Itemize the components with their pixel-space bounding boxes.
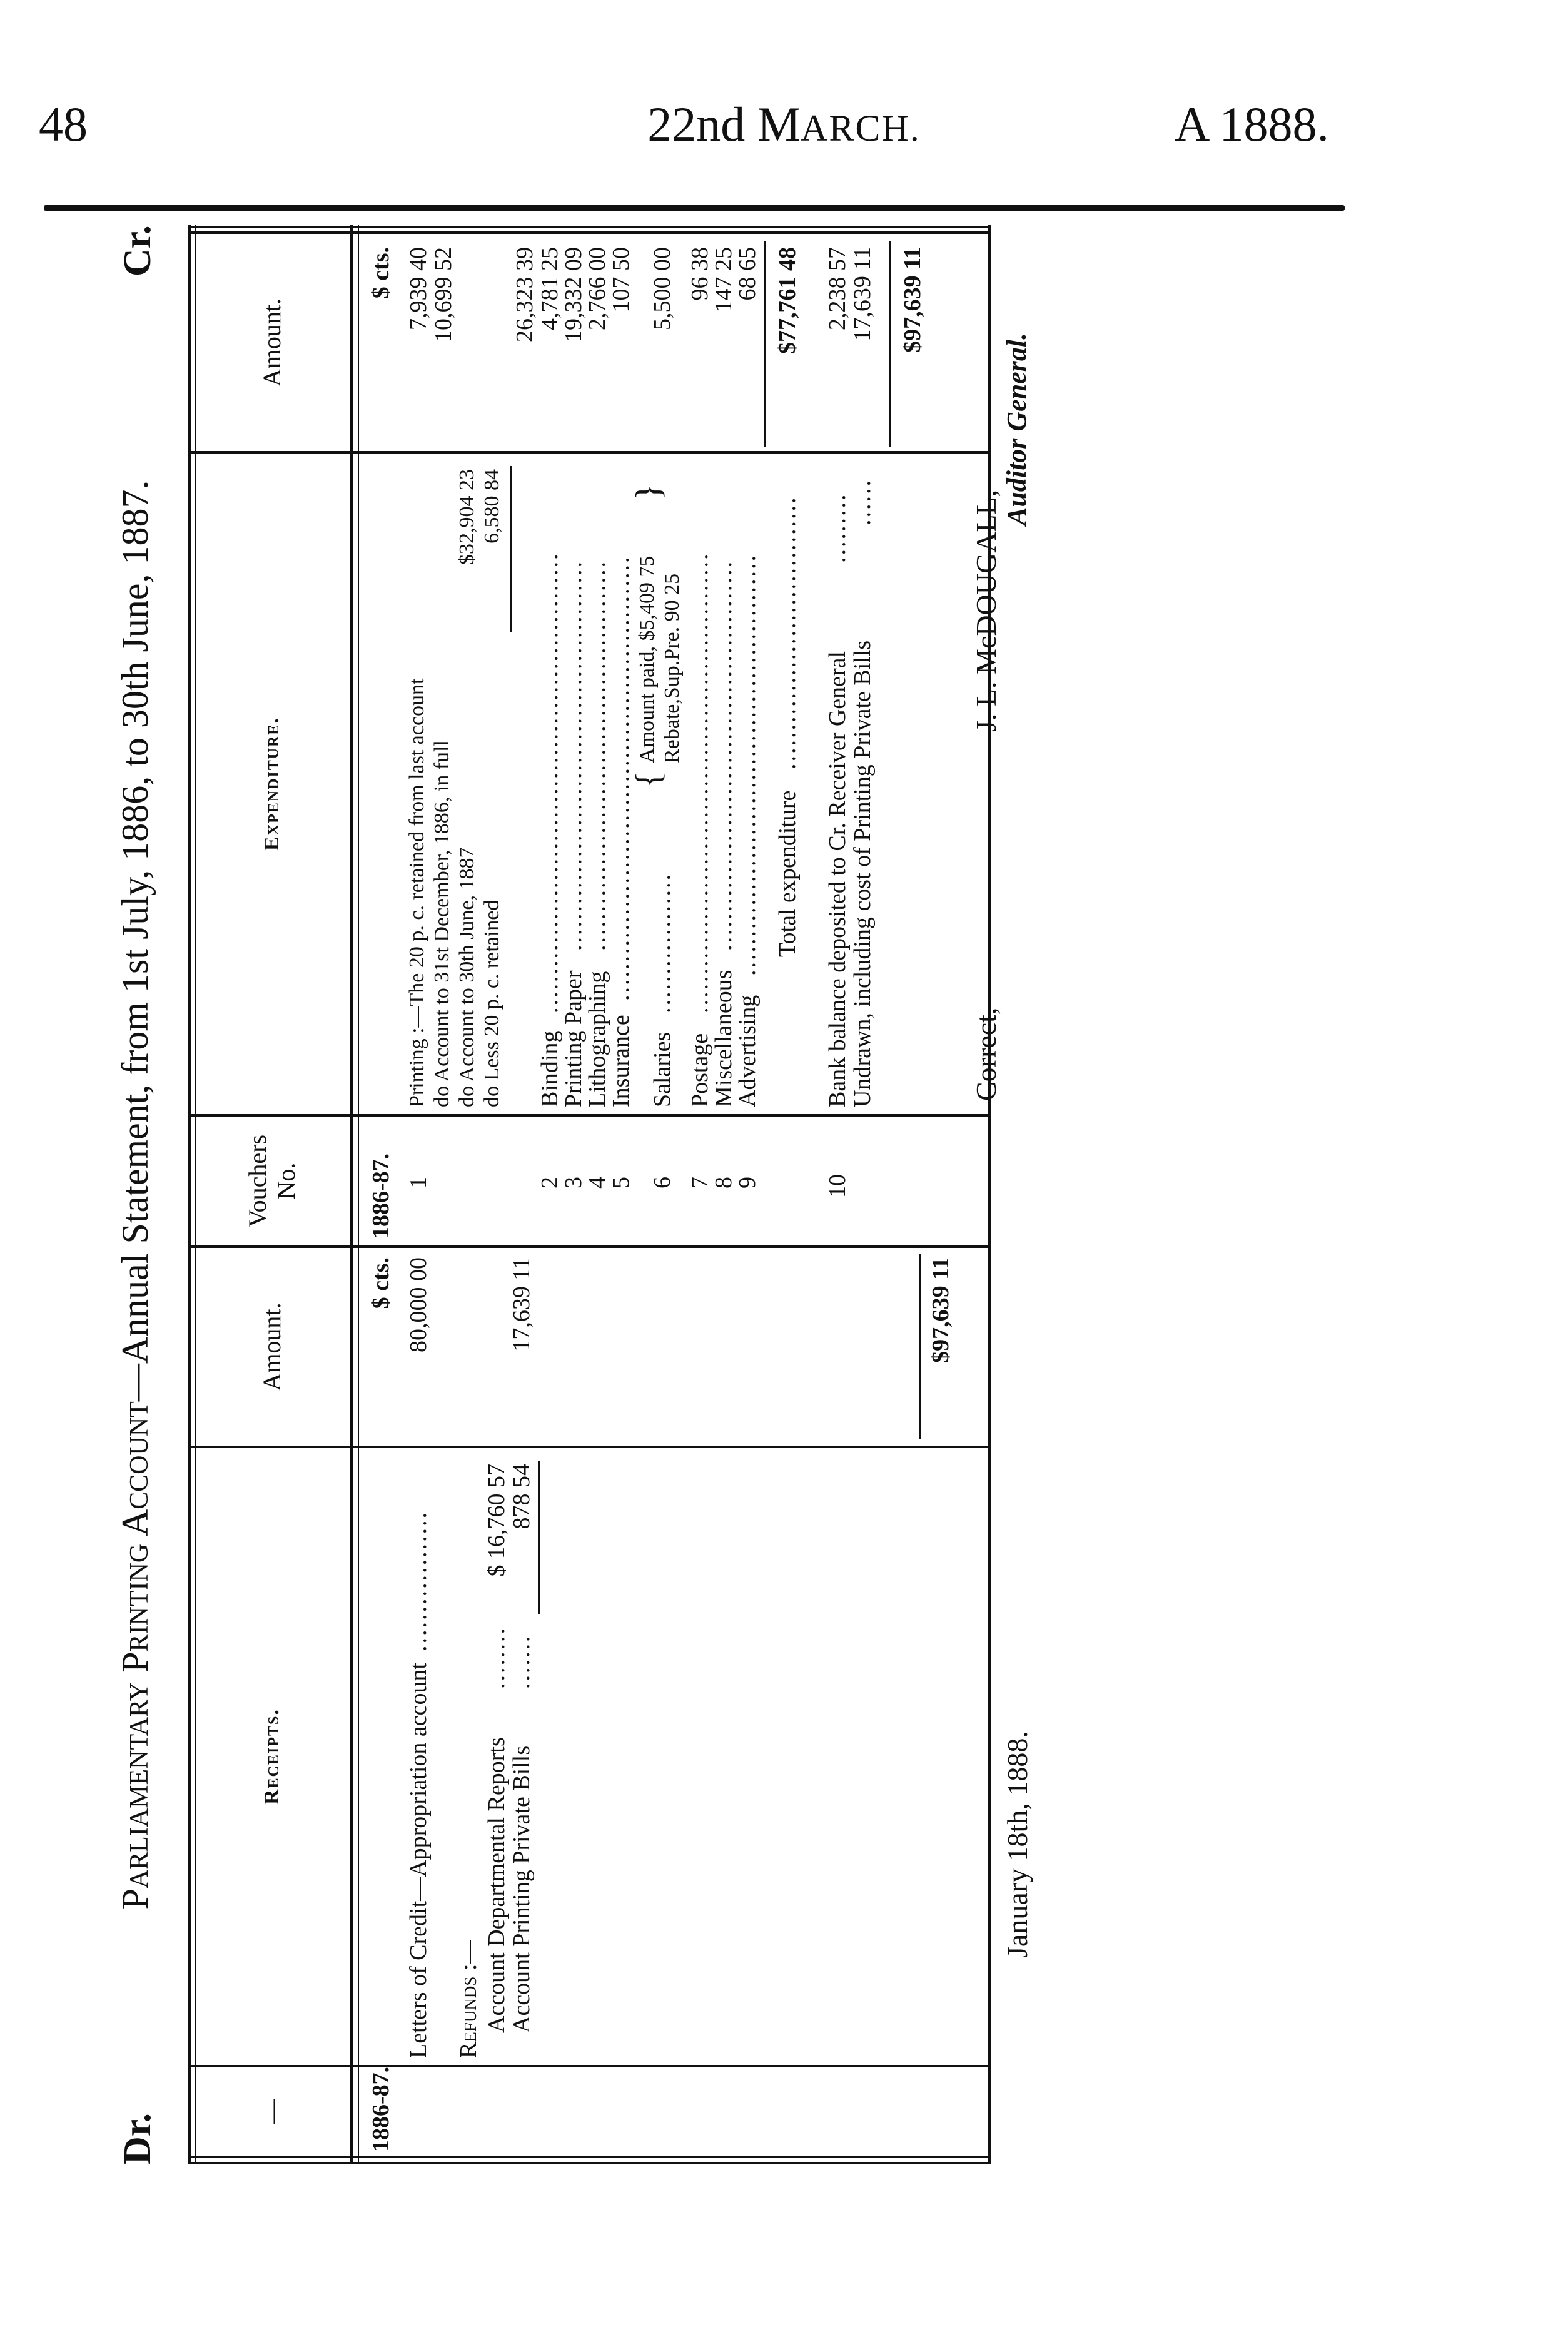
expense-lithographing-amount: 2,766 00 — [584, 247, 610, 330]
leader-dots: ...................................................... — [734, 554, 761, 976]
col-head-expenditure: Expenditure. — [260, 717, 284, 851]
leader-dots: .................................................. — [584, 560, 610, 951]
expense-miscellaneous-amount: 147 25 — [711, 247, 737, 313]
leader-dots: .................................................. — [711, 560, 737, 951]
refund-private-bills-value: 878 54 — [508, 1464, 535, 1529]
statement-date: January 18th, 1888. — [1001, 1731, 1033, 1958]
receipt-letters-amount: 80,000 00 — [405, 1257, 432, 1352]
brace-open: { — [629, 771, 668, 788]
credit-label: Cr. — [116, 225, 159, 277]
correct-label: Correct, — [970, 1007, 1002, 1101]
header-bottom-rule — [350, 225, 353, 2164]
expense-printing-december: do Account to 31st December, 1886, in full — [430, 740, 453, 1107]
undrawn-amount: 17,639 11 — [849, 247, 876, 342]
col-head-vouchers: Vouchers No. — [243, 1134, 300, 1228]
leader-dots: ................................... — [774, 495, 801, 769]
receipt-letters-of-credit: Letters of Credit—Appropriation account — [405, 1662, 432, 2058]
bank-balance-label: Bank balance deposited to Cr. Receiver General — [824, 651, 851, 1107]
header-month-rest: ARCH. — [801, 108, 921, 149]
leader-dots: ...... — [849, 479, 876, 525]
debit-label: Dr. — [116, 2112, 159, 2164]
leader-dots: .................................................. — [560, 560, 587, 951]
expense-binding: Binding — [537, 1030, 563, 1107]
refunds-total: 17,639 11 — [508, 1257, 535, 1352]
receipts-grand-total: $97,639 11 — [928, 1257, 954, 1363]
annual-statement — [100, 225, 1038, 2164]
voucher-number: 1 — [405, 1177, 432, 1189]
expenditure-grand-total: $97,639 11 — [899, 247, 926, 353]
total-expenditure-label: Total expenditure — [774, 790, 801, 957]
bank-balance-amount: 2,238 57 — [824, 247, 851, 330]
expense-miscellaneous: Miscellaneous — [711, 970, 737, 1107]
expense-printing-december-amount: 10,699 52 — [430, 247, 457, 342]
voucher-number: 4 — [584, 1177, 610, 1189]
col-head-receipts-amount: Amount. — [258, 1302, 286, 1391]
expense-insurance: Insurance — [608, 1015, 634, 1107]
expense-salaries: Salaries — [649, 1032, 675, 1107]
statement-title-account: Parliamentary Printing Account — [114, 1401, 156, 1910]
salaries-rebate: Rebate,Sup.Pre. 90 25 — [660, 573, 684, 763]
expense-printing-retained: Printing :—The 20 p. c. retained from last account — [405, 678, 428, 1107]
header-year: A 1888. — [1174, 97, 1329, 151]
receipts-currency-header: $ cts. — [368, 1257, 394, 1309]
total-rule — [919, 1254, 921, 1439]
expense-salaries-amount: 5,500 00 — [649, 247, 675, 330]
expense-printing-june-value: $32,904 23 — [455, 469, 478, 565]
voucher-number: 8 — [711, 1177, 737, 1189]
leader-dots: ........................................................... — [537, 552, 563, 1013]
column-rule — [188, 2156, 991, 2158]
salaries-amount-paid: Amount paid, $5,409 75 — [635, 555, 659, 763]
running-header-date — [0, 97, 1568, 151]
statement-title-period: —Annual Statement, from 1st July, 1886, to 30th June, 1887. — [114, 480, 156, 1402]
header-month-initial: M — [757, 97, 801, 151]
expense-printing-retained-amount: 7,939 40 — [405, 247, 432, 330]
refunds-label: Refunds :— — [455, 1940, 482, 2058]
leader-dots: ........................................................... — [687, 552, 713, 1013]
expense-printing-paper: Printing Paper — [560, 970, 587, 1107]
header-bottom-rule-thin — [358, 225, 359, 2164]
header-rule — [44, 205, 1345, 211]
col-head-expenditure-amount: Amount. — [258, 298, 286, 387]
signatory-name: J. L. McDOUGALL, — [970, 489, 1002, 732]
expense-postage: Postage — [687, 1033, 713, 1107]
undrawn-label: Undrawn, including cost of Printing Private Bills — [849, 640, 876, 1107]
voucher-number: 2 — [537, 1177, 563, 1189]
subtotal-rule — [510, 466, 512, 632]
refund-departmental-value: $ 16,760 57 — [483, 1464, 510, 1577]
leader-dots: ......................................................... — [608, 555, 634, 1001]
table-top-rule — [188, 225, 191, 2164]
leader-dots: ......... — [824, 492, 851, 563]
subtotal-rule — [764, 241, 766, 447]
col-head-receipts: Receipts. — [260, 1708, 284, 1805]
signatory-title: Auditor General. — [1001, 332, 1032, 525]
voucher-number: 6 — [649, 1177, 675, 1189]
expense-lithographing: Lithographing — [584, 971, 610, 1107]
leader-dots: .................. — [649, 873, 675, 1013]
leader-dots: .................. — [405, 1511, 432, 1651]
expense-binding-amount: 4,781 25 — [537, 247, 563, 330]
vouchers-year: 1886-87. — [368, 1153, 394, 1239]
expense-printing-less-retained: do Less 20 p. c. retained — [480, 900, 503, 1107]
subtotal-rule — [538, 1461, 540, 1614]
col-head-dash: — — [258, 2099, 286, 2124]
expense-advertising-amount: 68 65 — [734, 247, 761, 301]
voucher-number: 7 — [687, 1177, 713, 1189]
expense-insurance-amount: 107 50 — [608, 247, 634, 313]
total-expenditure-amount: $77,761 48 — [774, 247, 801, 354]
column-rule — [188, 2162, 991, 2164]
page-number: 48 — [39, 97, 88, 151]
expense-printing-net: 26,323 39 — [512, 247, 538, 342]
leader-dots: ........ — [483, 1626, 510, 1689]
expense-printing-june: do Account to 30th June, 1887 — [455, 847, 478, 1107]
statement-title — [114, 294, 157, 2096]
leader-dots: ....... — [508, 1634, 535, 1689]
header-date-ordinal: 22nd — [647, 97, 746, 151]
voucher-number: 10 — [824, 1174, 851, 1198]
refund-private-bills: Account Printing Private Bills — [508, 1745, 535, 2033]
expense-postage-amount: 96 38 — [687, 247, 713, 301]
expense-advertising: Advertising — [734, 995, 761, 1107]
expense-printing-less-retained-value: 6,580 84 — [480, 469, 503, 544]
refund-departmental-reports: Account Departmental Reports — [483, 1737, 510, 2033]
column-rule — [188, 226, 991, 228]
voucher-number: 5 — [608, 1177, 634, 1189]
brace-close: } — [629, 484, 668, 500]
voucher-number: 3 — [560, 1177, 587, 1189]
receipts-year: 1886-87. — [368, 2066, 394, 2152]
expenditure-currency-header: $ cts. — [368, 247, 394, 299]
voucher-number: 9 — [734, 1177, 761, 1189]
expense-printing-paper-amount: 19,332 09 — [560, 247, 587, 342]
total-rule — [889, 241, 891, 447]
